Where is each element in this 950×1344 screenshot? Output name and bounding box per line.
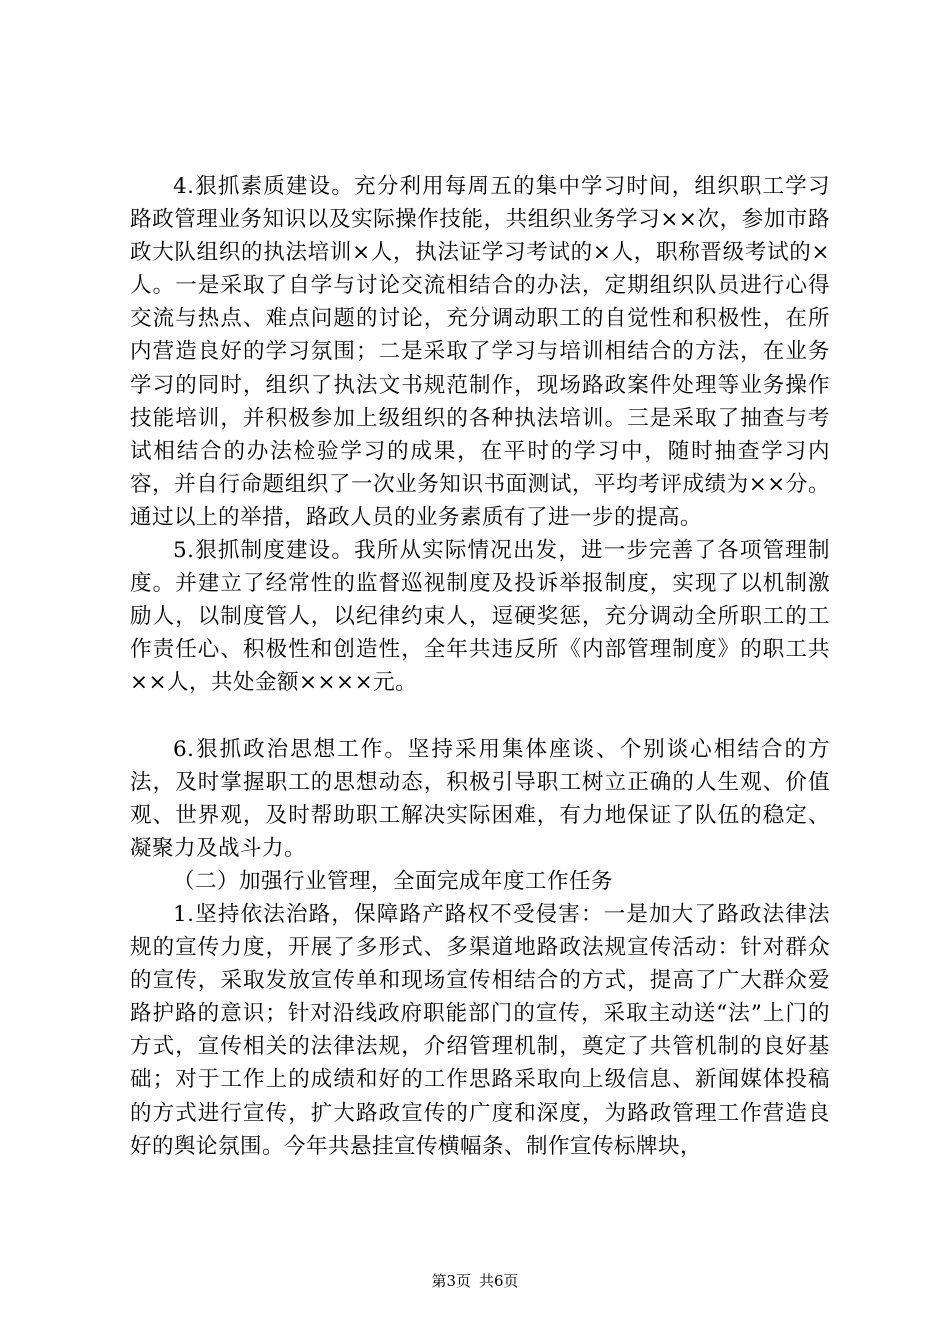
page-footer [0, 1271, 950, 1291]
paragraph-system-building: 5.狠抓制度建设。我所从实际情况出发，进一步完善了各项管理制度。并建立了经常性的监督巡视制度及投诉举报制度，实现了以机制激励人，以制度管人，以纪律约束人，逗硬奖惩，充分调动全所职工的工作责任心、积极性和创造性，全年共违反所《内部管理制度》的职工共××人，共处金额××××元。 [130, 538, 830, 696]
document-body [130, 170, 830, 1163]
paragraph-spacer [130, 700, 830, 733]
paragraph-quality-building: 4.狠抓素质建设。充分利用每周五的集中学习时间，组织职工学习路政管理业务知识以及实际操作技能，共组织业务学习××次，参加市路政大队组织的执法培训×人，执法证学习考试的×人，职称晋级考试的×人。一是采取了自学与讨论交流相结合的办法，定期组织队员进行心得交流与热点、难点问题的讨论，充分调动职工的自觉性和积极性，在所内营造良好的学习氛围；二是采取了学习与培训相结合的方法，在业务学习的同时，组织了执法文书规范制作，现场路政案件处理等业务操作技能培训，并积极参加上级组织的各种执法培训。三是采取了抽查与考试相结合的办法检验学习的成果，在平时的学习中，随时抽查学习内容，并自行命题组织了一次业务知识书面测试，平均考评成绩为××分。通过以上的举措，路政人员的业务素质有了进一步的提高。 [130, 174, 830, 530]
section-heading-industry-management: （二）加强行业管理，全面完成年度工作任务 [173, 868, 614, 894]
paragraph-political-work: 6.狠抓政治思想工作。坚持采用集体座谈、个别谈心相结合的方法，及时掌握职工的思想动态，积极引导职工树立正确的人生观、价值观、世界观，及时帮助职工解决实际困难，有力地保证了队伍的稳定、凝聚力及战斗力。 [130, 736, 830, 861]
paragraph-rule-of-law: 1.坚持依法治路，保障路产路权不受侵害：一是加大了路政法律法规的宣传力度，开展了多形式、多渠道地路政法规宣传活动：针对群众的宣传，采取发放宣传单和现场宣传相结合的方式，提高了广大群众爱路护路的意识；针对沿线政府职能部门的宣传，采取主动送“法”上门的方式，宣传相关的法律法规，介绍管理机制，奠定了共管机制的良好基础；对于工作上的成绩和好的工作思路采取向上级信息、新闻媒体投稿的方式进行宣传，扩大路政宣传的广度和深度，为路政管理工作营造良好的舆论氛围。今年共悬挂宣传横幅条、制作宣传标牌块， [130, 901, 830, 1159]
page-number: 第3页 [431, 1272, 471, 1290]
page-total: 共6页 [479, 1272, 519, 1290]
